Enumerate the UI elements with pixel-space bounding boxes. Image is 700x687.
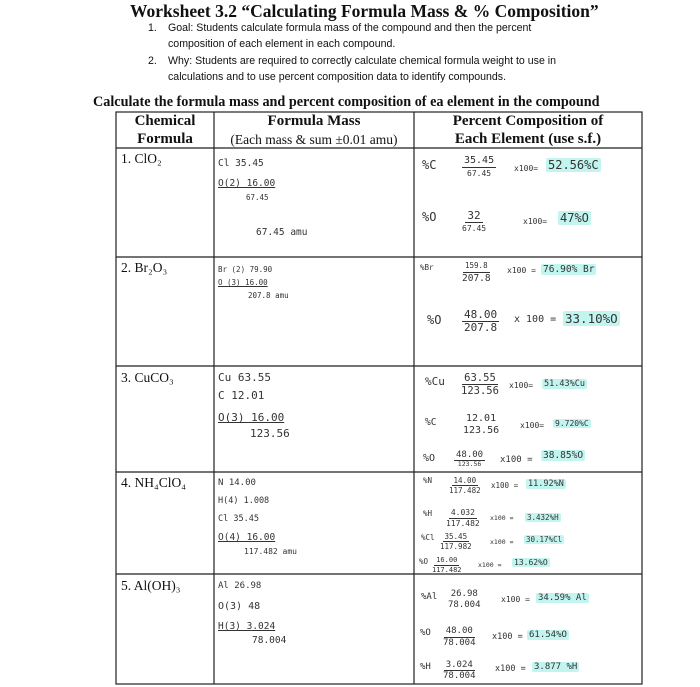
mass-total: 123.56 bbox=[250, 427, 290, 440]
percent-multiplier: x100 = bbox=[500, 455, 533, 465]
percent-multiplier: x100 = bbox=[478, 561, 502, 569]
percent-multiplier: x100 = bbox=[492, 632, 523, 642]
formula-row-3: 3. CuCO₃ bbox=[121, 370, 174, 385]
mass-total: 67.45 amu bbox=[256, 227, 308, 238]
mass-line: C 12.01 bbox=[218, 389, 265, 402]
header-percent: Percent Composition of bbox=[452, 113, 604, 129]
percent-multiplier: x100= bbox=[509, 381, 534, 390]
percent-fraction: 26.98 78.004 bbox=[448, 589, 481, 610]
percent-multiplier: x100 = bbox=[491, 481, 519, 490]
mass-line: O(3) 16.00 bbox=[218, 411, 285, 424]
percent-result: 52.56%C bbox=[548, 158, 599, 172]
goal-item: 1. Goal: Students calculate formula mass of the compound and then the percent bbox=[148, 22, 532, 34]
mass-line: Cu 63.55 bbox=[218, 371, 271, 384]
percent-result: 3.877 %H bbox=[534, 662, 578, 672]
mass-line: O(2) 16.00 bbox=[218, 178, 276, 189]
percent-result: 47%O bbox=[560, 211, 589, 225]
percent-fraction: $\frac{16.00}{117.482}$ bbox=[432, 556, 462, 574]
percent-multiplier: x100= bbox=[520, 421, 545, 430]
percent-result: 61.54%O bbox=[529, 630, 567, 640]
percent-result: 33.10%O bbox=[565, 311, 618, 326]
mass-line: Cl 35.45 bbox=[218, 514, 259, 524]
percent-multiplier: x100 = bbox=[490, 538, 514, 546]
percent-label: %O bbox=[423, 453, 436, 464]
why-item-continued: calculations and to use percent composition data to identify compounds. bbox=[168, 71, 507, 83]
percent-result: 30.17%Cl bbox=[526, 535, 563, 544]
percent-fraction: 35.45 67.45 bbox=[464, 155, 495, 178]
percent-multiplier: x100 = bbox=[501, 595, 530, 604]
instruction-heading: Calculate the formula mass and percent composition of ea element in the compound bbox=[93, 94, 600, 110]
formula-row-2: 2. Br₂O₃ bbox=[121, 260, 168, 275]
percent-fraction: 12.01 123.56 bbox=[463, 413, 500, 436]
goal-item-continued: composition of each element in each compound. bbox=[168, 38, 396, 50]
percent-label: %Br bbox=[420, 263, 434, 272]
percent-label: %H bbox=[420, 662, 431, 672]
mass-line: H(4) 1.008 bbox=[218, 496, 270, 506]
percent-label: %N bbox=[423, 476, 433, 485]
mass-line: Br (2) 79.90 bbox=[218, 265, 273, 274]
mass-subtotal: 67.45 bbox=[246, 193, 269, 202]
percent-result: 34.59% Al bbox=[538, 593, 587, 603]
mass-line: O (3) 16.00 bbox=[218, 278, 268, 287]
header-formula-mass: Formula Mass bbox=[267, 113, 361, 129]
percent-result: 13.62%O bbox=[514, 558, 548, 567]
percent-fraction: 48.00 123.56 bbox=[456, 450, 484, 468]
mass-total: 78.004 bbox=[252, 635, 287, 646]
percent-label: %O bbox=[419, 557, 429, 566]
percent-fraction: $\frac{63.55}{123.56}$ bbox=[461, 372, 499, 397]
percent-result: 3.432%H bbox=[527, 513, 559, 522]
percent-label: %H bbox=[423, 509, 433, 518]
percent-label: %Al bbox=[421, 592, 438, 602]
mass-line: Cl 35.45 bbox=[218, 158, 264, 169]
mass-line: H(3) 3.024 bbox=[218, 621, 276, 632]
formula-row-5: 5. Al(OH)₃ bbox=[121, 578, 181, 593]
formula-row-4: 4. NH₄ClO₄ bbox=[121, 475, 186, 490]
why-item: 2. Why: Students are required to correctly calculate chemical formula weight to use in bbox=[148, 55, 557, 67]
mass-line: O(4) 16.00 bbox=[218, 532, 276, 543]
mass-line: N 14.00 bbox=[218, 478, 256, 488]
percent-fraction: $\frac{3.024}{78.004}$ bbox=[443, 660, 476, 681]
percent-multiplier: x100= bbox=[514, 164, 539, 173]
percent-fraction: $\frac{48.00}{207.8}$ bbox=[464, 308, 498, 334]
percent-multiplier: x100 = bbox=[490, 514, 514, 522]
mass-total: 117.482 amu bbox=[244, 547, 297, 556]
percent-label: %C bbox=[422, 158, 437, 172]
percent-multiplier: x100 = bbox=[495, 664, 526, 674]
percent-fraction: $\frac{48.00}{78.004}$ bbox=[443, 626, 476, 648]
header-mass-note: (Each mass & sum ±0.01 amu) bbox=[230, 132, 398, 147]
percent-label: %Cu bbox=[425, 375, 445, 388]
mass-line: O(3) 48 bbox=[218, 601, 261, 612]
mass-line: Al 26.98 bbox=[218, 581, 262, 591]
formula-row-1: 1. ClO₂ bbox=[121, 151, 162, 166]
percent-label: %C bbox=[425, 417, 437, 428]
percent-fraction: $\frac{4.032}{117.482}$ bbox=[446, 508, 480, 528]
percent-label: %O bbox=[422, 210, 437, 224]
percent-multiplier: x100 = bbox=[507, 266, 536, 275]
percent-label: %O bbox=[420, 628, 431, 638]
percent-fraction: $\frac{14.00}{117.482}$ bbox=[449, 476, 481, 495]
percent-label: %Cl bbox=[421, 533, 435, 542]
percent-result: 38.85%O bbox=[543, 450, 584, 461]
mass-total: 207.8 amu bbox=[248, 291, 289, 300]
percent-label: %O bbox=[427, 313, 442, 327]
header-each-element: Each Element (use s.f.) bbox=[454, 131, 602, 147]
percent-multiplier: x 100 = bbox=[514, 314, 557, 325]
percent-result: 11.92%N bbox=[528, 479, 564, 489]
percent-fraction: 32 67.45 bbox=[462, 209, 487, 233]
header-chemical: Chemical bbox=[134, 113, 196, 129]
percent-result: 76.90% Br bbox=[543, 264, 595, 275]
percent-multiplier: x100= bbox=[523, 217, 548, 226]
percent-result: 9.720%C bbox=[555, 419, 589, 428]
header-formula: Formula bbox=[137, 131, 193, 147]
percent-fraction: $\frac{35.45}{117.982}$ bbox=[440, 532, 472, 551]
percent-fraction: 159.8 207.8 bbox=[462, 261, 491, 284]
worksheet-title: Worksheet 3.2 “Calculating Formula Mass & % Composition” bbox=[130, 1, 599, 21]
percent-result: 51.43%Cu bbox=[544, 379, 585, 389]
